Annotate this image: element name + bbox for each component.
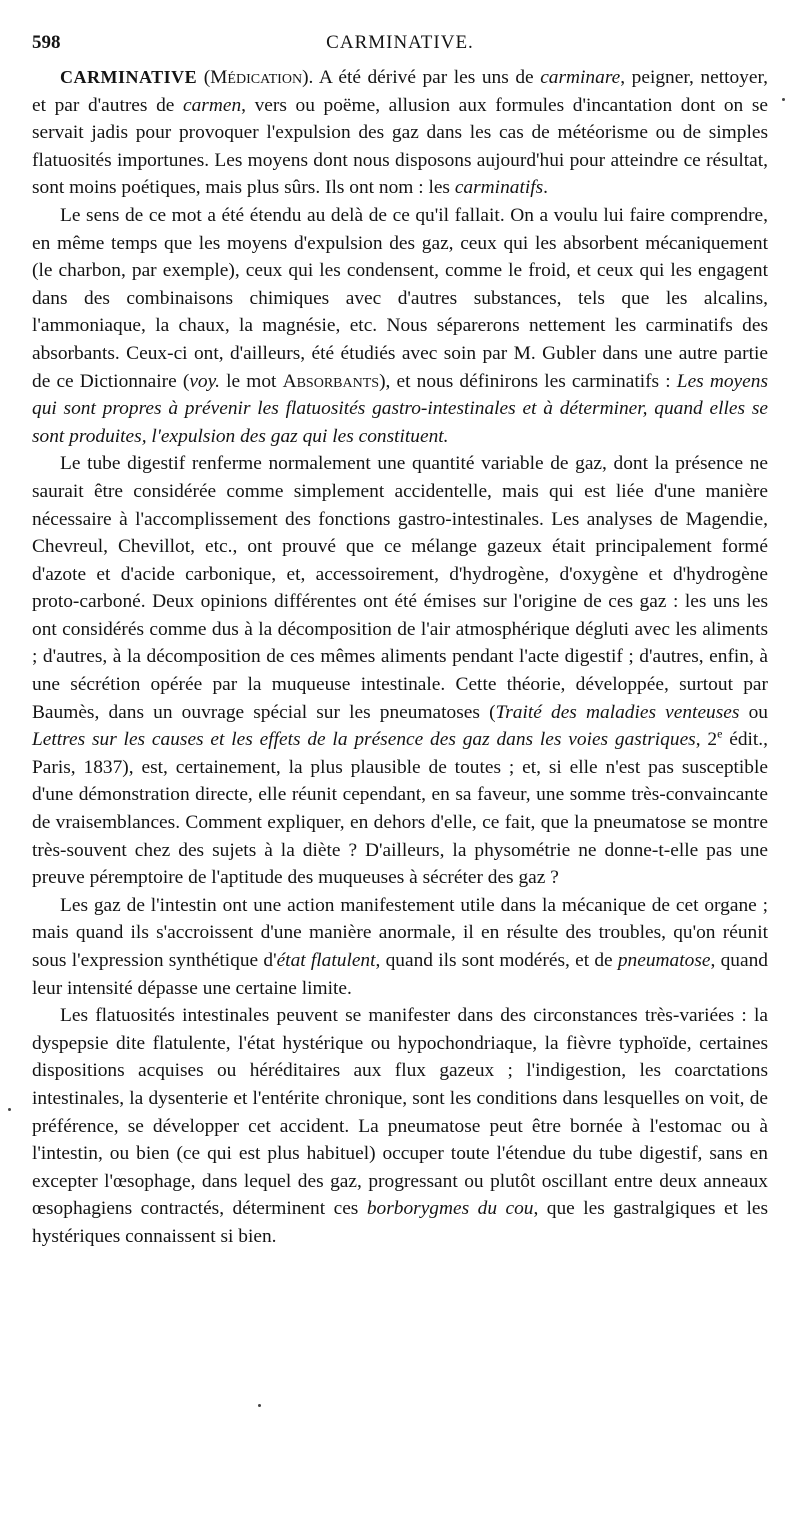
paragraph-1: CARMINATIVE (Médication). A été dérivé par les uns de carminare, peigner, nettoyer, et par d'autres de carmen, vers ou poëme, allusion aux formules d'incantation dont on se servait jadis pour provoquer l'expulsion des gaz dans les cas de météorisme ou de simples flatuosités importunes. Les moyens dont nous disposons aujourd'hui pour atteindre ce résultat, sont moins poétiques, mais plus sûrs. Ils ont nom : les carminatifs.	[32, 67, 768, 199]
text-run: Les flatuosités intestinales peuvent se manifester dans des circonstances très-variées : la dyspepsie dite flatulente, l'état hystérique ou hypochondriaque, la fièvre typhoïde, certaines dispositions acquises ou héréditaires aux flux gazeux ; l'indigestion, les coarctations intestinales, la dysenterie et l'entérite chronique, sont les conditions dans lesquelles on voit, de préférence, se développer cet accident. La pneumatose peut être bornée à l'estomac ou à l'intestin, ou bien (ce qui est plus habituel) occuper toute l'étendue du tube digestif, sans en excepter l'œsophage, dans lequel des gaz, progressant ou plutôt oscillant entre deux anneaux œsophagiens contractés, déterminent ces	[32, 1005, 768, 1220]
print-speck	[782, 98, 785, 101]
italic-term: état flatulent	[276, 950, 376, 971]
text-run: Le tube digestif renferme normalement une quantité variable de gaz, dont la présence ne saurait être considérée comme simplement accidentelle, mais qui est liée d'une manière nécessaire à l'accomplissement des fonctions gastro-intestinales. Les analyses de Magendie, Chevreul, Chevillot, etc., ont prouvé que ce mélange gazeux était principalement formé d'azote et d'acide carbonique, et, accessoirement, d'hydrogène, d'oxygène et d'hydrogène proto-carboné. Deux opinions différentes ont été émises sur l'origine de ces gaz : les uns les ont considérés comme dus à la décomposition de l'air atmosphérique dégluti avec les aliments ; d'autres, à la décomposition de ces mêmes aliments pendant l'acte digestif ; d'autres, enfin, à une sécrétion opérée par la muqueuse intestinale. Cette théorie, développée, surtout par Baumès, dans un ouvrage spécial sur les pneumatoses (	[32, 453, 768, 723]
text-run: , que les gastralgiques et les hystériques connaissent si bien.	[32, 1198, 768, 1247]
italic-title: Lettres sur les causes et les effets de la présence des gaz dans les voies gastriques	[32, 729, 696, 751]
text-run: ou	[739, 701, 768, 723]
italic-term: borborygmes du cou	[366, 1198, 534, 1220]
text-run: .	[543, 177, 549, 199]
text-run: Le sens de ce mot a été étendu au delà de ce qu'il fallait. On a voulu lui faire comprendre, en même temps que les moyens d'expulsion des gaz, ceux qui les absorbent mécaniquement (le charbon, par exemple), ceux qui les condensent, comme le froid, et ceux qui les engagent dans des combinaisons chimiques avec d'autres substances, tels que les alcalins, l'ammoniaque, la chaux, la magnésie, etc. Nous séparerons nettement les carminatifs des absorbants. Ceux-ci ont, d'ailleurs, été étudiés avec soin par M. Gubler dans une autre partie de ce Dictionnaire (	[32, 204, 768, 392]
text-run: Les gaz de l'intestin ont une action manifestement utile dans la mécanique de cet organe ; mais quand ils s'accroissent d'une manière anormale, il en résulte des troubles, qu'on réunit sous l'expression synthétique d'	[32, 894, 768, 971]
italic-term: carmen	[182, 94, 242, 116]
headword: CARMINATIVE	[60, 67, 198, 87]
text-run: , vers ou poëme, allusion aux formules d'incantation dont on se servait jadis pour provoquer l'expulsion des gaz dans les cas de météorisme ou de simples flatuosités importunes. Les moyens dont nous disposons aujourd'hui pour atteindre ce résultat, sont moins poétiques, mais plus sûrs. Ils ont nom : les	[32, 94, 768, 199]
small-caps-term: Absorbants	[282, 370, 380, 392]
running-head	[32, 30, 768, 56]
text-run: , peigner, nettoyer, et par d'autres de	[32, 67, 768, 116]
text-run: édit., Paris, 1837), est, certainement, la plus plausible de toutes ; et, si elle n'est pas susceptible d'une démonstration directe, elle réunit cependant, en sa faveur, une somme très-convaincante de vraisemblances. Comment expliquer, en dehors d'elle, ce fait, que la pneumatose se montre très-souvent chez des sujets à la diète ? D'ailleurs, la physométrie ne donne-t-elle pas une preuve péremptoire de l'aptitude des muqueuses à sécréter des gaz ?	[32, 729, 768, 889]
print-speck	[8, 1108, 11, 1111]
paragraph-3	[32, 450, 768, 892]
italic-term: pneumatose	[617, 950, 711, 971]
page-number: 598	[32, 32, 61, 53]
italic-term: carminatifs	[454, 177, 544, 199]
running-title: CARMINATIVE.	[326, 32, 474, 53]
text-run: le mot	[220, 370, 283, 392]
paragraph-5	[32, 1002, 768, 1250]
italic-term: carminare	[540, 67, 621, 88]
text-run: , 2	[695, 729, 718, 751]
definition-italic: Les moyens qui sont propres à prévenir les flatuosités gastro-intestinales et à déterminer, quand elles se sont produites, l'expulsion des gaz qui les constituent.	[32, 370, 769, 447]
text-run: . A été dérivé par les uns de	[308, 67, 541, 88]
paragraph-4	[32, 892, 768, 1002]
print-speck	[258, 1404, 261, 1407]
superscript: e	[717, 726, 723, 741]
text-run: ), et nous définirons les carminatifs :	[379, 370, 677, 392]
italic-title: Traité des maladies venteuses	[495, 701, 740, 723]
italic-term: voy.	[189, 370, 220, 392]
text-run: , quand leur intensité dépasse une certaine limite.	[32, 950, 768, 999]
headword-note: Médication	[210, 67, 303, 88]
text-run: , quand ils sont modérés, et de	[375, 950, 618, 971]
paragraph-2	[32, 202, 768, 450]
article-body	[32, 64, 768, 1251]
